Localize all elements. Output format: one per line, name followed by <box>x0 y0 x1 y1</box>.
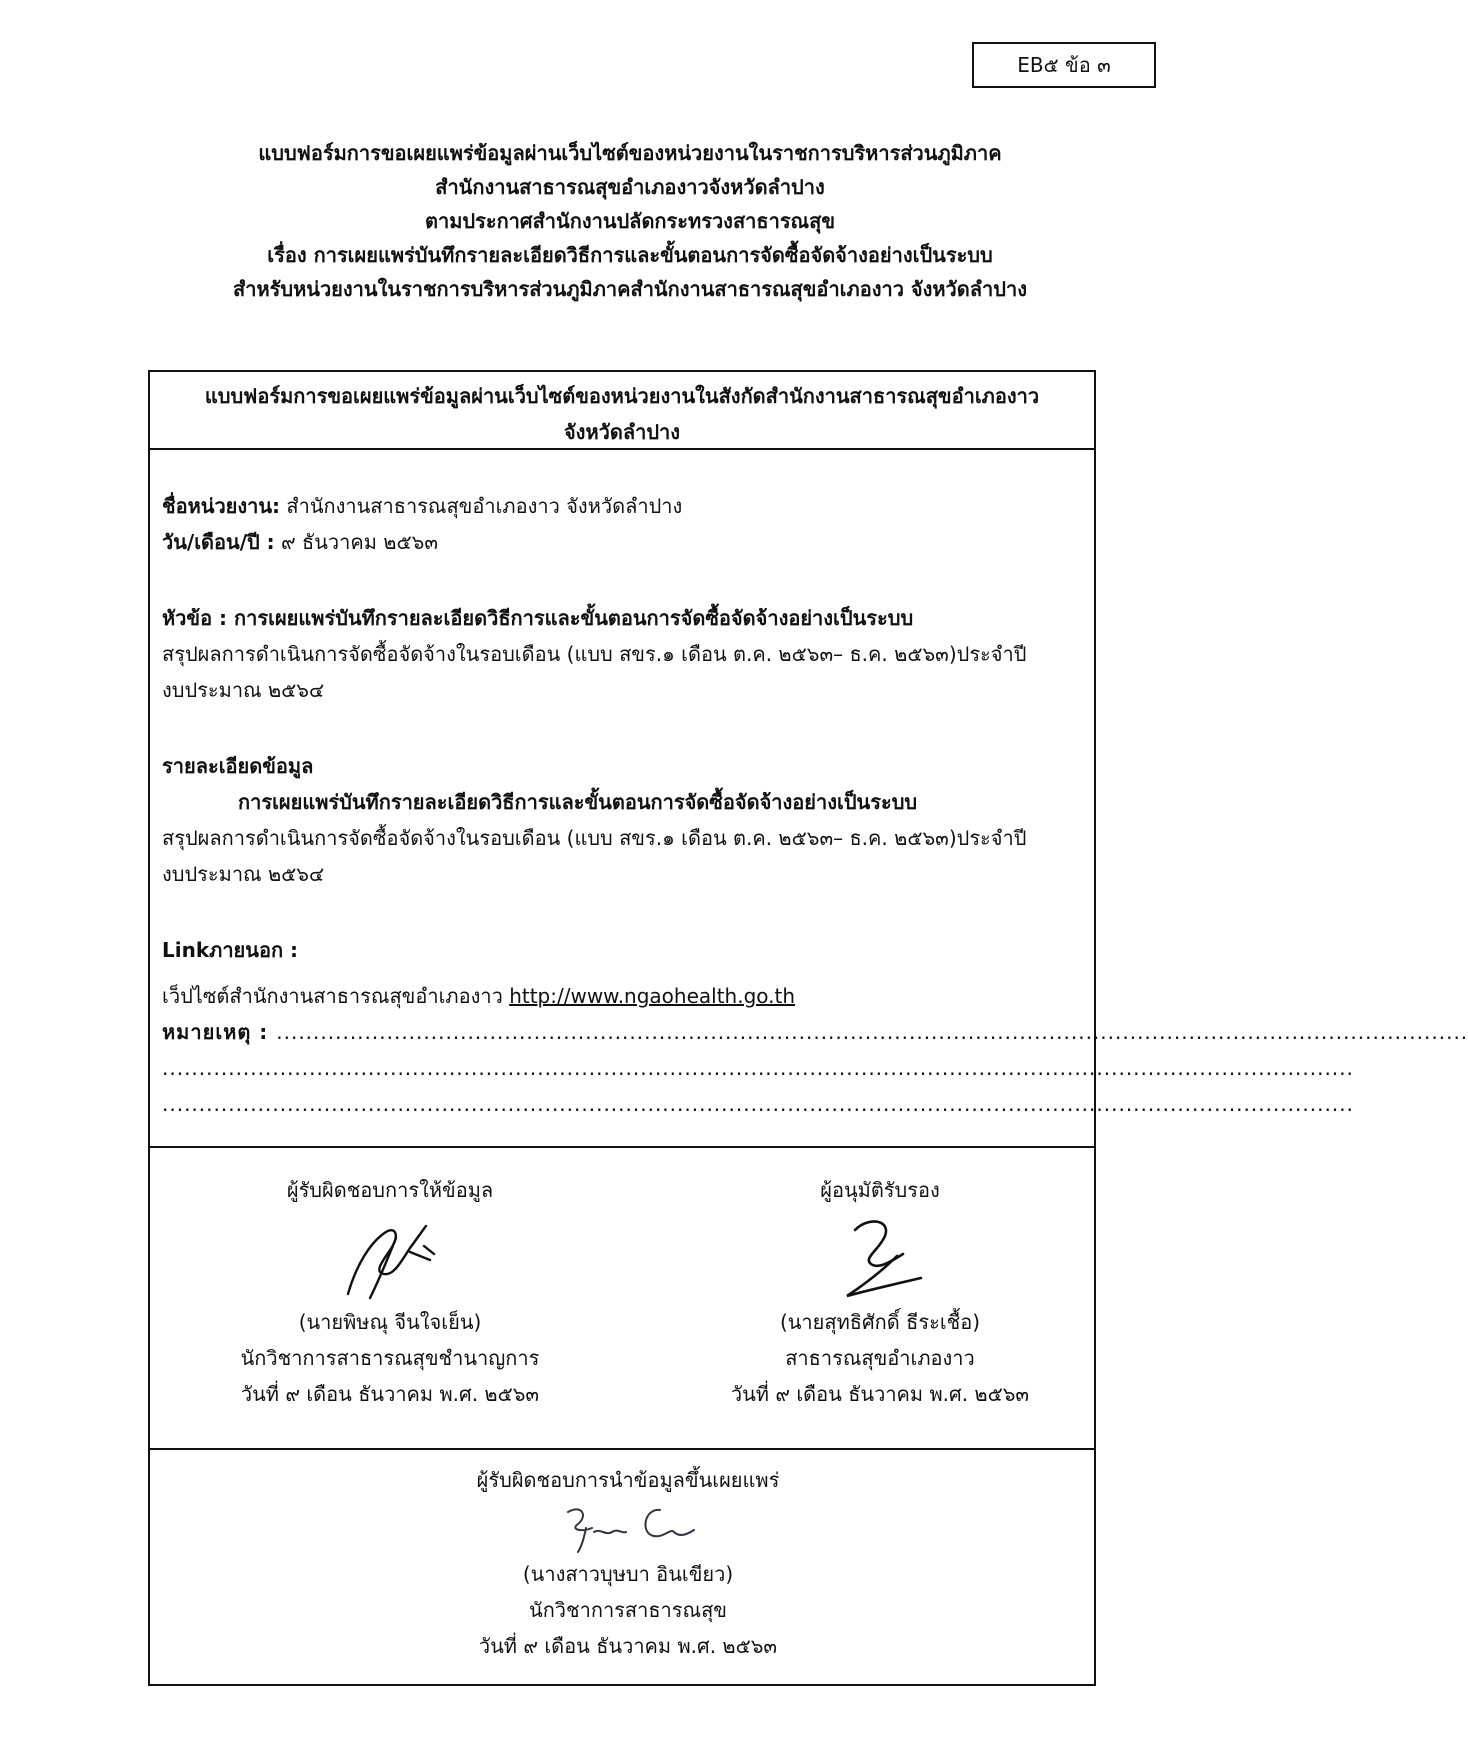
form-title-line-1: แบบฟอร์มการขอเผยแพร่ข้อมูลผ่านเว็บไซต์ของหน่วยงานในสังกัดสำนักงานสาธารณสุขอำเภองาว <box>204 384 1040 408</box>
header-line-3: ตามประกาศสำนักงานปลัดกระทรวงสาธารณสุข <box>424 209 835 233</box>
informant-name: (นายพิษณุ จีนใจเย็น) <box>298 1310 482 1334</box>
date-value: ๙ ธันวาคม ๒๕๖๓ <box>274 530 438 554</box>
publication-form <box>148 370 1468 1686</box>
detail-label: รายละเอียดข้อมูล <box>162 754 314 778</box>
form-divider-signatures <box>150 1146 1094 1148</box>
header-line-4: เรื่อง การเผยแพร่บันทึกรายละเอียดวิธีการและขั้นตอนการจัดซื้อจัดจ้างอย่างเป็นระบบ <box>267 243 993 267</box>
document-code-box: EB๕ ข้อ ๓ <box>972 42 1156 88</box>
date-label: วัน/เดือน/ปี : <box>162 530 275 554</box>
informant-date: วันที่ ๙ เดือน ธันวาคม พ.ศ. ๒๕๖๓ <box>240 1382 540 1406</box>
publisher-role: ผู้รับผิดชอบการนำข้อมูลขึ้นเผยแพร่ <box>476 1468 780 1492</box>
detail-title: การเผยแพร่บันทึกรายละเอียดวิธีการและขั้นตอนการจัดซื้อจัดจ้างอย่างเป็นระบบ <box>238 790 918 814</box>
informant-position: นักวิชาการสาธารณสุขชำนาญการ <box>240 1346 540 1370</box>
publisher-position: นักวิชาการสาธารณสุข <box>529 1598 727 1622</box>
detail-desc-line-1: สรุปผลการดำเนินการจัดซื้อจัดจ้างในรอบเดือน (แบบ สขร.๑ เดือน ต.ค. ๒๕๖๓– ธ.ค. ๒๕๖๓)ประจำปี <box>162 826 1027 850</box>
website-row <box>162 978 1082 1014</box>
header-line-5: สำหรับหน่วยงานในราชการบริหารส่วนภูมิภาคสำนักงานสาธารณสุขอำเภองาว จังหวัดลำปาง <box>233 277 1027 301</box>
approver-date: วันที่ ๙ เดือน ธันวาคม พ.ศ. ๒๕๖๓ <box>730 1382 1030 1406</box>
topic-desc-line-1: สรุปผลการดำเนินการจัดซื้อจัดจ้างในรอบเดือน (แบบ สขร.๑ เดือน ต.ค. ๒๕๖๓– ธ.ค. ๒๕๖๓)ประจำปี <box>162 642 1027 666</box>
informant-signature <box>330 1208 450 1304</box>
form-divider-top <box>150 448 1094 450</box>
form-divider-publisher <box>150 1448 1094 1450</box>
date-row <box>162 524 1082 560</box>
unit-row <box>162 488 1082 524</box>
note-dots-line-3: .................................................................................................................................................................. <box>162 1092 1354 1116</box>
form-title <box>150 378 1094 450</box>
informant-signature-block <box>190 1172 590 1412</box>
approver-name: (นายสุทธิศักดิ์ ธีระเชื้อ) <box>779 1310 981 1334</box>
unit-value: สำนักงานสาธารณสุขอำเภองาว จังหวัดลำปาง <box>280 494 683 518</box>
note-dots: .................................................................................................................................................................. <box>276 1020 1468 1044</box>
note-label: หมายเหตุ : <box>162 1020 277 1044</box>
approver-signature <box>825 1208 935 1304</box>
form-body <box>162 488 1468 1122</box>
topic-row <box>162 600 1082 636</box>
page-header <box>170 136 1090 306</box>
publisher-signature <box>548 1498 708 1556</box>
informant-role: ผู้รับผิดชอบการให้ข้อมูล <box>286 1178 494 1202</box>
publisher-signature-block <box>398 1462 858 1664</box>
form-title-line-2: จังหวัดลำปาง <box>563 420 681 444</box>
detail-desc-line-2: งบประมาณ ๒๕๖๔ <box>162 862 325 886</box>
approver-role: ผู้อนุมัติรับรอง <box>820 1178 940 1202</box>
publisher-date: วันที่ ๙ เดือน ธันวาคม พ.ศ. ๒๕๖๓ <box>478 1634 778 1658</box>
unit-label: ชื่อหน่วยงาน: <box>162 494 281 518</box>
external-link-label: Linkภายนอก : <box>162 938 299 962</box>
website-link[interactable]: http://www.ngaohealth.go.th <box>509 984 796 1008</box>
header-line-2: สำนักงานสาธารณสุขอำเภองาวจังหวัดลำปาง <box>435 175 825 199</box>
topic-label: หัวข้อ : <box>162 606 235 630</box>
topic-value: การเผยแพร่บันทึกรายละเอียดวิธีการและขั้นตอนการจัดซื้อจัดจ้างอย่างเป็นระบบ <box>234 606 914 630</box>
approver-position: สาธารณสุขอำเภองาว <box>785 1346 975 1370</box>
topic-desc-line-2: งบประมาณ ๒๕๖๔ <box>162 678 325 702</box>
approver-signature-block <box>680 1172 1080 1412</box>
note-dots-line-2: .................................................................................................................................................................. <box>162 1056 1354 1080</box>
publisher-name: (นางสาวบุษบา อินเขียว) <box>522 1562 734 1586</box>
header-line-1: แบบฟอร์มการขอเผยแพร่ข้อมูลผ่านเว็บไซต์ของหน่วยงานในราชการบริหารส่วนภูมิภาค <box>258 141 1002 165</box>
website-prefix: เว็ปไซต์สำนักงานสาธารณสุขอำเภองาว <box>162 984 510 1008</box>
note-row <box>162 1014 1468 1050</box>
